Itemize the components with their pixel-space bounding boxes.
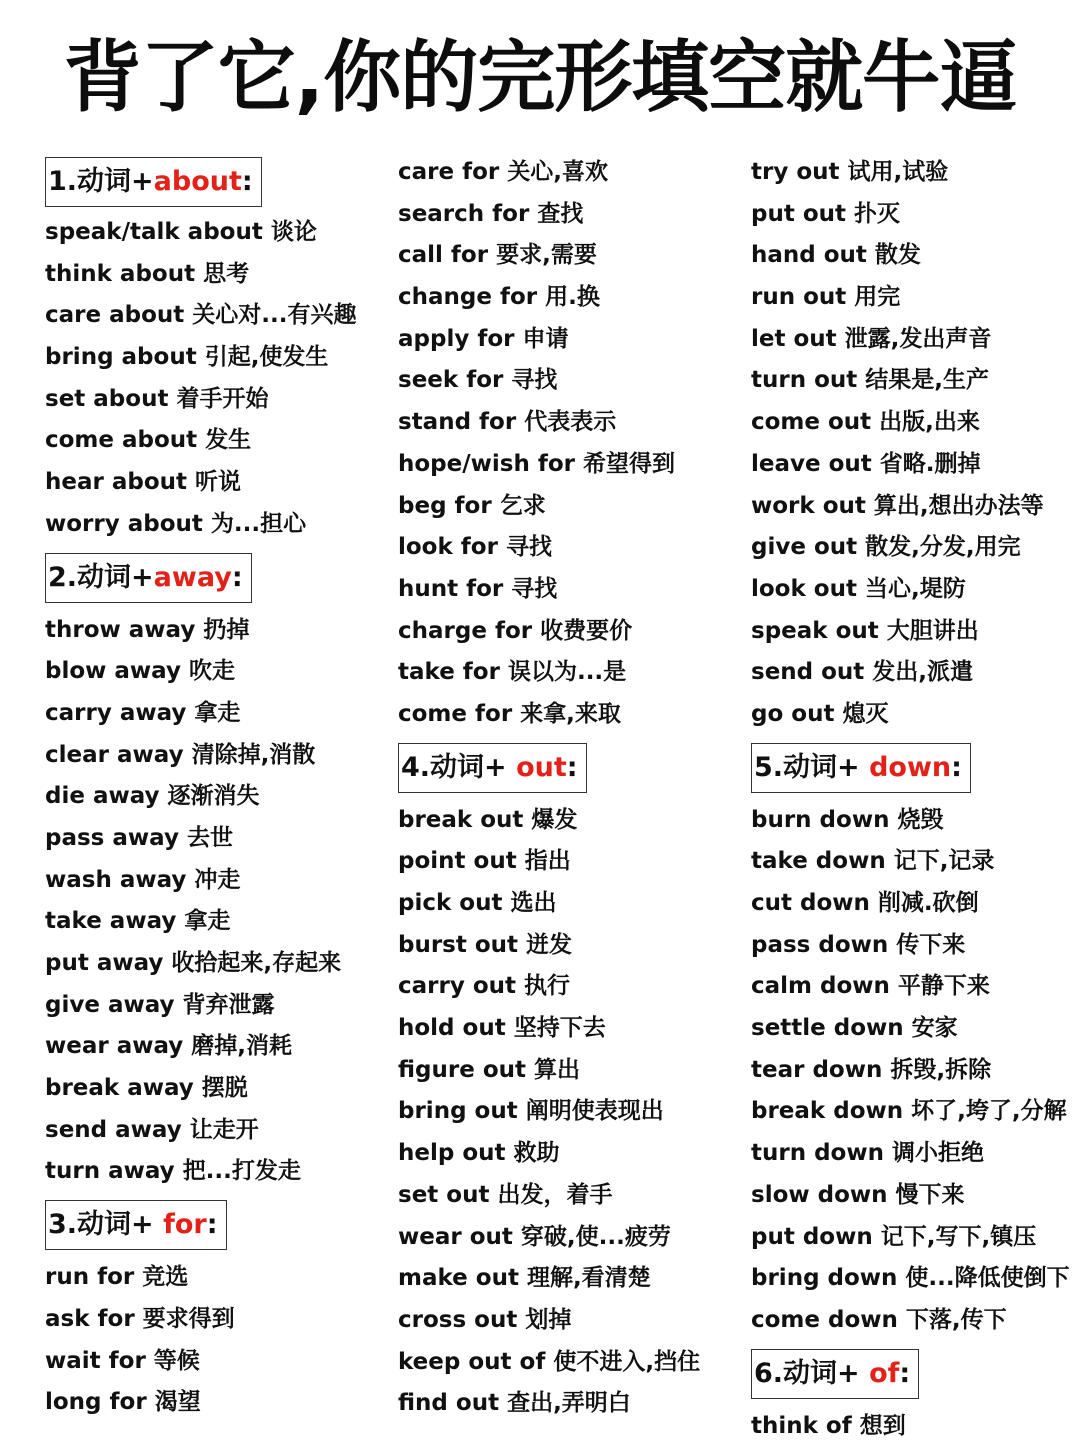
phrase-item: give away 背弃泄露 [45, 991, 275, 1018]
section-keyword: down [869, 751, 952, 783]
phrase-item: come down 下落,传下 [751, 1306, 1007, 1333]
phrase-item: stand for 代表表示 [398, 409, 617, 436]
phrase-item: turn down 调小拒绝 [751, 1140, 984, 1167]
section-down-header-wrap [751, 736, 1076, 800]
phrase-item: wash away 冲走 [45, 866, 241, 893]
phrase-item: call for 要求,需要 [398, 242, 597, 269]
section-label: 4.动词+ [401, 751, 517, 783]
phrase-item: break out 爆发 [398, 806, 578, 833]
section-colon: : [899, 1357, 911, 1389]
phrase-item: break down 坏了,垮了,分解 [751, 1098, 1067, 1125]
section-about-header-wrap [45, 152, 380, 212]
phrase-item: die away 逐渐消失 [45, 783, 260, 810]
phrase-item: wear out 穿破,使...疲劳 [398, 1223, 671, 1250]
section-label: 2.动词+ [48, 561, 154, 593]
phrase-item: long for 渴望 [45, 1389, 201, 1416]
phrase-item: carry out 执行 [398, 973, 571, 1000]
column-1 [45, 152, 380, 1424]
page-title: 背了它,你的完形填空就牛逼 [63, 33, 1017, 123]
phrase-item: give out 散发,分发,用完 [751, 534, 1021, 561]
phrase-item: bring out 阐明使表现出 [398, 1098, 664, 1125]
phrase-item: cross out 划掉 [398, 1306, 572, 1333]
phrase-item: pick out 选出 [398, 890, 557, 916]
phrase-item: tear down 拆毁,拆除 [751, 1056, 992, 1083]
phrase-item: take away 拿走 [45, 908, 231, 935]
phrase-item: break away 摆脱 [45, 1075, 248, 1102]
phrase-item: hunt for 寻找 [398, 575, 558, 602]
phrase-item: pass away 去世 [45, 824, 233, 851]
phrase-item: ask for 要求得到 [45, 1305, 235, 1332]
section-colon: : [566, 751, 578, 783]
phrase-item: look for 寻找 [398, 534, 552, 561]
phrase-item: send out 发出,派遣 [751, 659, 974, 686]
section-about-header [45, 157, 262, 207]
phrase-item: wait for 等候 [45, 1347, 200, 1374]
phrase-item: clear away 清除掉,消散 [45, 741, 316, 768]
phrase-item: point out 指出 [398, 848, 571, 875]
phrase-item: put down 记下,写下,镇压 [751, 1223, 1037, 1250]
section-keyword: about [153, 166, 242, 197]
section-of-header-wrap [751, 1342, 1076, 1406]
section-colon: : [206, 1209, 218, 1241]
phrase-item: set out 出发，着手 [398, 1181, 613, 1208]
section-colon: : [231, 561, 243, 593]
section-label: 1.动词+ [48, 166, 154, 197]
phrase-item: throw away 扔掉 [45, 616, 250, 643]
phrase-item: speak out 大胆讲出 [751, 617, 979, 644]
phrase-item: settle down 安家 [751, 1015, 958, 1042]
phrase-item: burn down 烧毁 [751, 806, 944, 833]
phrase-item: beg for 乞求 [398, 492, 546, 519]
phrase-item: run for 竞选 [45, 1264, 189, 1291]
phrase-item: hand out 散发 [751, 242, 921, 269]
phrase-item: turn out 结果是,生产 [751, 367, 990, 394]
phrase-item: charge for 收费要价 [398, 617, 633, 644]
phrase-item: put out 扑灭 [751, 200, 901, 227]
phrase-item: hold out 坚持下去 [398, 1015, 606, 1042]
phrase-item: figure out 算出 [398, 1056, 581, 1083]
phrase-item: search for 查找 [398, 200, 584, 227]
section-keyword: of [869, 1357, 900, 1389]
section-keyword: away [153, 561, 232, 593]
phrase-item: calm down 平静下来 [751, 973, 990, 1000]
phrase-item: hope/wish for 希望得到 [398, 450, 675, 477]
phrase-item: come out 出版,出来 [751, 409, 980, 436]
phrase-item: care for 关心,喜欢 [398, 159, 608, 185]
phrase-item: come about 发生 [45, 427, 252, 454]
phrase-item: change for 用.换 [398, 284, 600, 311]
phrase-item: slow down 慢下来 [751, 1181, 965, 1208]
phrase-item: seek for 寻找 [398, 367, 558, 394]
section-label: 6.动词+ [754, 1357, 870, 1389]
section-for-header-wrap [45, 1193, 380, 1257]
phrase-item: bring about 引起,使发生 [45, 344, 329, 371]
section-down-header [751, 743, 971, 793]
phrase-item: let out 泄露,发出声音 [751, 325, 992, 352]
phrase-item: care about 关心对...有兴趣 [45, 302, 357, 329]
phrase-item: set about 着手开始 [45, 385, 269, 412]
phrase-item: go out 熄灭 [751, 700, 889, 727]
phrase-item: make out 理解,看清楚 [398, 1265, 651, 1292]
phrase-item: think of 想到 [751, 1412, 906, 1439]
phrase-item: put away 收拾起来,存起来 [45, 950, 342, 976]
phrase-item: pass down 传下来 [751, 931, 966, 958]
phrase-item: turn away 把...打发走 [45, 1158, 301, 1185]
section-out-header-wrap [398, 736, 738, 800]
section-colon: : [951, 751, 962, 783]
phrase-item: blow away 吹走 [45, 658, 235, 685]
phrase-item: burst out 迸发 [398, 931, 573, 958]
phrase-item: take for 误以为...是 [398, 659, 627, 686]
phrase-item: try out 试用,试验 [751, 159, 949, 185]
phrase-item: speak/talk about 谈论 [45, 219, 317, 245]
section-away-header-wrap [45, 546, 380, 610]
phrase-item: find out 查出,弄明白 [398, 1390, 631, 1417]
phrase-item: think about 思考 [45, 260, 250, 287]
phrase-item: wear away 磨掉,消耗 [45, 1033, 293, 1060]
section-colon: : [241, 166, 253, 197]
phrase-item: cut down 削减.砍倒 [751, 890, 979, 916]
phrase-item: keep out of 使不进入,挡住 [398, 1348, 701, 1375]
phrase-item: leave out 省略.删掉 [751, 450, 981, 477]
phrase-item: hear about 听说 [45, 469, 242, 496]
phrase-item: worry about 为...担心 [45, 510, 307, 537]
phrase-item: carry away 拿走 [45, 699, 241, 726]
phrase-item: bring down 使...降低使倒下 [751, 1265, 1070, 1292]
section-label: 3.动词+ [48, 1209, 164, 1241]
section-label: 5.动词+ [754, 751, 870, 783]
section-of-header [751, 1349, 919, 1399]
section-out-header [398, 743, 587, 793]
section-away-header [45, 553, 252, 603]
phrase-item: take down 记下,记录 [751, 848, 995, 875]
phrase-item: apply for 申请 [398, 325, 569, 352]
phrase-item: look out 当心,堤防 [751, 575, 966, 602]
column-3 [751, 152, 1076, 1447]
phrase-item: come for 来拿,来取 [398, 700, 621, 727]
section-keyword: out [516, 751, 567, 783]
phrase-item: help out 救助 [398, 1140, 560, 1167]
column-2 [398, 152, 738, 1425]
phrase-item: run out 用完 [751, 284, 901, 311]
phrase-item: send away 让走开 [45, 1116, 259, 1143]
section-keyword: for [163, 1209, 207, 1241]
section-for-header [45, 1200, 227, 1250]
phrase-item: work out 算出,想出办法等 [751, 492, 1044, 519]
